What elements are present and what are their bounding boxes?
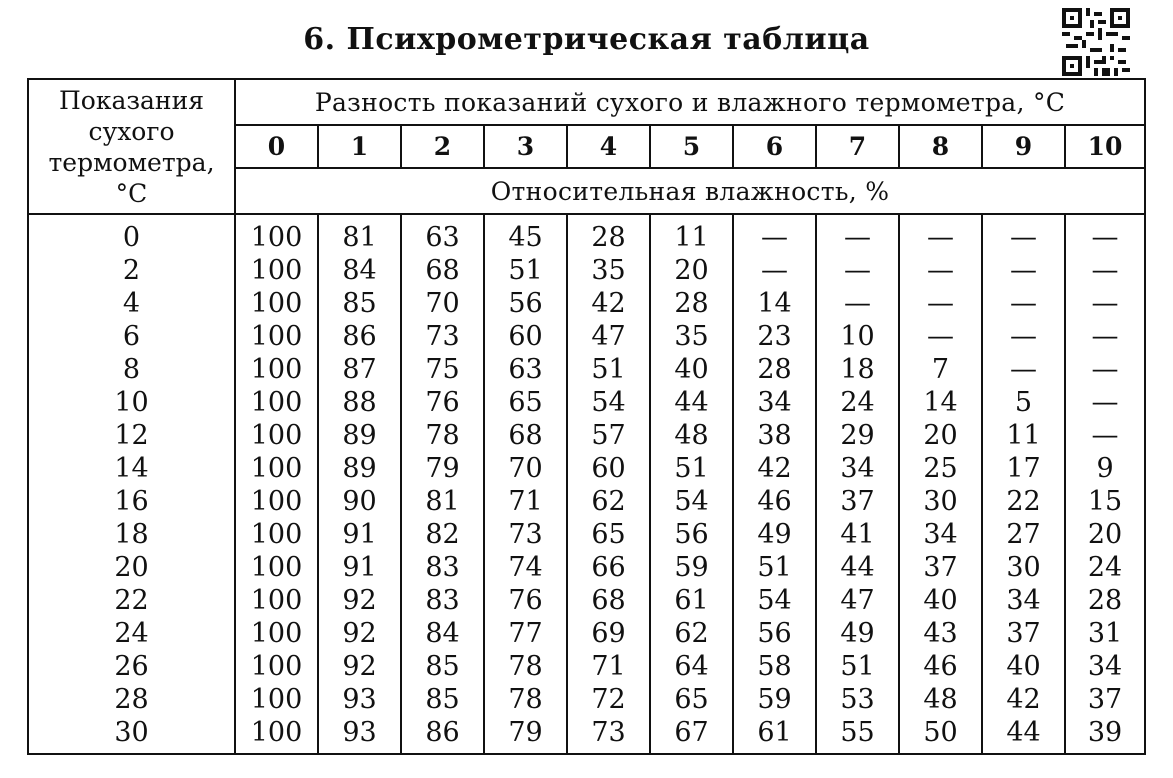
humidity-cell: 83 (401, 584, 484, 617)
humidity-cell: 70 (484, 452, 567, 485)
humidity-cell: 93 (318, 716, 401, 754)
humidity-cell: 27 (982, 518, 1065, 551)
humidity-cell: 42 (733, 452, 816, 485)
humidity-cell: 34 (733, 386, 816, 419)
dry-temp-cell: 22 (28, 584, 235, 617)
table-row (28, 386, 1145, 419)
humidity-cell: 57 (567, 419, 650, 452)
humidity-cell: 28 (733, 353, 816, 386)
humidity-cell: 86 (401, 716, 484, 754)
humidity-cell: 70 (401, 287, 484, 320)
humidity-cell: 100 (235, 518, 318, 551)
humidity-cell: 11 (982, 419, 1065, 452)
humidity-cell: 55 (816, 716, 899, 754)
humidity-cell: 71 (567, 650, 650, 683)
humidity-cell: 17 (982, 452, 1065, 485)
humidity-cell: 90 (318, 485, 401, 518)
column-number: 7 (816, 125, 899, 168)
humidity-cell: 92 (318, 650, 401, 683)
humidity-cell: 79 (484, 716, 567, 754)
humidity-cell: 73 (567, 716, 650, 754)
humidity-cell: 89 (318, 452, 401, 485)
dry-temp-cell: 2 (28, 254, 235, 287)
humidity-cell: 65 (650, 683, 733, 716)
humidity-cell: 34 (899, 518, 982, 551)
dry-temp-cell: 16 (28, 485, 235, 518)
row-header (28, 79, 235, 214)
humidity-cell: 100 (235, 452, 318, 485)
humidity-cell: 25 (899, 452, 982, 485)
humidity-cell: 48 (650, 419, 733, 452)
humidity-cell: 54 (733, 584, 816, 617)
table-row (28, 584, 1145, 617)
humidity-cell: 100 (235, 617, 318, 650)
humidity-cell: 92 (318, 584, 401, 617)
humidity-cell: 20 (650, 254, 733, 287)
humidity-cell: 71 (484, 485, 567, 518)
humidity-cell: 35 (650, 320, 733, 353)
humidity-cell: 58 (733, 650, 816, 683)
humidity-cell: 78 (484, 650, 567, 683)
humidity-cell: 24 (816, 386, 899, 419)
humidity-cell: 43 (899, 617, 982, 650)
humidity-cell: 88 (318, 386, 401, 419)
column-number: 2 (401, 125, 484, 168)
humidity-cell: 50 (899, 716, 982, 754)
humidity-cell: 78 (401, 419, 484, 452)
humidity-cell: 100 (235, 214, 318, 254)
humidity-cell: — (733, 214, 816, 254)
humidity-cell: 76 (401, 386, 484, 419)
humidity-cell: 91 (318, 551, 401, 584)
humidity-cell: 42 (982, 683, 1065, 716)
humidity-cell: 22 (982, 485, 1065, 518)
humidity-cell: — (816, 287, 899, 320)
humidity-cell: 51 (816, 650, 899, 683)
humidity-cell: — (1065, 214, 1145, 254)
humidity-cell: 93 (318, 683, 401, 716)
table-row (28, 254, 1145, 287)
humidity-cell: 64 (650, 650, 733, 683)
humidity-cell: 15 (1065, 485, 1145, 518)
humidity-cell: 85 (318, 287, 401, 320)
dry-temp-cell: 24 (28, 617, 235, 650)
humidity-cell: 35 (567, 254, 650, 287)
table-row (28, 353, 1145, 386)
difference-header: Разность показаний сухого и влажного термометра, °С (235, 79, 1145, 125)
humidity-cell: 51 (484, 254, 567, 287)
dry-temp-cell: 30 (28, 716, 235, 754)
humidity-cell: — (1065, 254, 1145, 287)
humidity-cell: 75 (401, 353, 484, 386)
humidity-cell: 51 (567, 353, 650, 386)
table-row (28, 551, 1145, 584)
humidity-cell: 72 (567, 683, 650, 716)
humidity-cell: 7 (899, 353, 982, 386)
humidity-cell: 84 (318, 254, 401, 287)
humidity-cell: 46 (733, 485, 816, 518)
humidity-cell: — (1065, 320, 1145, 353)
humidity-cell: — (899, 254, 982, 287)
humidity-cell: — (899, 287, 982, 320)
humidity-cell: 28 (650, 287, 733, 320)
humidity-cell: 63 (401, 214, 484, 254)
row-header-line: термометра, (48, 147, 215, 177)
column-number: 1 (318, 125, 401, 168)
humidity-cell: 100 (235, 716, 318, 754)
humidity-cell: 86 (318, 320, 401, 353)
humidity-cell: 81 (318, 214, 401, 254)
qr-code-icon (1062, 8, 1130, 76)
humidity-cell: 56 (484, 287, 567, 320)
humidity-cell: 74 (484, 551, 567, 584)
humidity-cell: 62 (650, 617, 733, 650)
humidity-cell: 44 (982, 716, 1065, 754)
humidity-cell: 59 (650, 551, 733, 584)
dry-temp-cell: 4 (28, 287, 235, 320)
humidity-cell: 38 (733, 419, 816, 452)
column-number: 3 (484, 125, 567, 168)
humidity-cell: 92 (318, 617, 401, 650)
humidity-cell: 79 (401, 452, 484, 485)
table-row (28, 617, 1145, 650)
column-number: 6 (733, 125, 816, 168)
humidity-cell: — (1065, 353, 1145, 386)
humidity-cell: 84 (401, 617, 484, 650)
humidity-cell: 68 (484, 419, 567, 452)
humidity-cell: 100 (235, 650, 318, 683)
humidity-cell: — (816, 214, 899, 254)
humidity-header: Относительная влажность, % (235, 168, 1145, 214)
humidity-cell: 37 (899, 551, 982, 584)
dry-temp-cell: 26 (28, 650, 235, 683)
humidity-cell: 68 (567, 584, 650, 617)
humidity-cell: 18 (816, 353, 899, 386)
humidity-cell: — (982, 254, 1065, 287)
humidity-cell: 37 (982, 617, 1065, 650)
humidity-cell: — (733, 254, 816, 287)
humidity-cell: 100 (235, 254, 318, 287)
humidity-cell: 20 (1065, 518, 1145, 551)
humidity-cell: 51 (733, 551, 816, 584)
column-number: 10 (1065, 125, 1145, 168)
page-title: 6. Психрометрическая таблица (303, 22, 870, 57)
humidity-cell: 78 (484, 683, 567, 716)
humidity-cell: 60 (567, 452, 650, 485)
humidity-cell: 44 (816, 551, 899, 584)
humidity-cell: 44 (650, 386, 733, 419)
humidity-cell: 53 (816, 683, 899, 716)
humidity-cell: 37 (816, 485, 899, 518)
humidity-cell: 100 (235, 485, 318, 518)
humidity-cell: 63 (484, 353, 567, 386)
table-row (28, 287, 1145, 320)
humidity-cell: 100 (235, 287, 318, 320)
dry-temp-cell: 6 (28, 320, 235, 353)
humidity-cell: 47 (816, 584, 899, 617)
humidity-cell: 40 (982, 650, 1065, 683)
humidity-cell: 9 (1065, 452, 1145, 485)
humidity-cell: 61 (650, 584, 733, 617)
humidity-cell: 65 (484, 386, 567, 419)
table-row (28, 214, 1145, 254)
humidity-cell: 11 (650, 214, 733, 254)
humidity-cell: 100 (235, 551, 318, 584)
dry-temp-cell: 10 (28, 386, 235, 419)
humidity-cell: 41 (816, 518, 899, 551)
humidity-cell: 91 (318, 518, 401, 551)
table-row (28, 716, 1145, 754)
humidity-cell: — (1065, 287, 1145, 320)
humidity-cell: 85 (401, 650, 484, 683)
psychrometric-table (27, 78, 1146, 755)
humidity-cell: 73 (484, 518, 567, 551)
humidity-cell: 37 (1065, 683, 1145, 716)
humidity-cell: 23 (733, 320, 816, 353)
humidity-cell: — (982, 320, 1065, 353)
humidity-cell: 83 (401, 551, 484, 584)
humidity-cell: — (982, 287, 1065, 320)
humidity-cell: 81 (401, 485, 484, 518)
column-number: 4 (567, 125, 650, 168)
humidity-cell: 40 (899, 584, 982, 617)
humidity-cell: 30 (982, 551, 1065, 584)
humidity-cell: — (899, 214, 982, 254)
humidity-cell: 54 (650, 485, 733, 518)
humidity-cell: 48 (899, 683, 982, 716)
dry-temp-cell: 20 (28, 551, 235, 584)
humidity-cell: 82 (401, 518, 484, 551)
humidity-cell: 10 (816, 320, 899, 353)
humidity-cell: — (1065, 419, 1145, 452)
humidity-cell: 68 (401, 254, 484, 287)
humidity-cell: 40 (650, 353, 733, 386)
humidity-cell: 100 (235, 584, 318, 617)
humidity-cell: 100 (235, 320, 318, 353)
table-row (28, 452, 1145, 485)
humidity-cell: 34 (982, 584, 1065, 617)
humidity-cell: 20 (899, 419, 982, 452)
humidity-cell: 28 (567, 214, 650, 254)
humidity-cell: 47 (567, 320, 650, 353)
humidity-cell: 60 (484, 320, 567, 353)
table-row (28, 485, 1145, 518)
humidity-cell: 49 (733, 518, 816, 551)
dry-temp-cell: 28 (28, 683, 235, 716)
humidity-cell: 49 (816, 617, 899, 650)
humidity-cell: 65 (567, 518, 650, 551)
dry-temp-cell: 0 (28, 214, 235, 254)
humidity-cell: 76 (484, 584, 567, 617)
column-number: 9 (982, 125, 1065, 168)
humidity-cell: 54 (567, 386, 650, 419)
dry-temp-cell: 12 (28, 419, 235, 452)
humidity-cell: 46 (899, 650, 982, 683)
humidity-cell: 29 (816, 419, 899, 452)
humidity-cell: — (982, 353, 1065, 386)
humidity-cell: 66 (567, 551, 650, 584)
humidity-cell: 14 (899, 386, 982, 419)
humidity-cell: 28 (1065, 584, 1145, 617)
dry-temp-cell: 14 (28, 452, 235, 485)
humidity-cell: 59 (733, 683, 816, 716)
column-number: 5 (650, 125, 733, 168)
humidity-cell: — (982, 214, 1065, 254)
row-header-line: °С (115, 178, 148, 208)
humidity-cell: — (816, 254, 899, 287)
humidity-cell: 45 (484, 214, 567, 254)
dry-temp-cell: 8 (28, 353, 235, 386)
column-number: 8 (899, 125, 982, 168)
humidity-cell: 89 (318, 419, 401, 452)
table-row (28, 320, 1145, 353)
humidity-cell: 42 (567, 287, 650, 320)
humidity-cell: 61 (733, 716, 816, 754)
dry-temp-cell: 18 (28, 518, 235, 551)
humidity-cell: 87 (318, 353, 401, 386)
humidity-cell: 39 (1065, 716, 1145, 754)
humidity-cell: 67 (650, 716, 733, 754)
row-header-line: Показания (58, 85, 205, 115)
humidity-cell: 24 (1065, 551, 1145, 584)
humidity-cell: 56 (733, 617, 816, 650)
humidity-cell: 100 (235, 386, 318, 419)
humidity-cell: 85 (401, 683, 484, 716)
humidity-cell: 77 (484, 617, 567, 650)
row-header-line: сухого (88, 116, 175, 146)
humidity-cell: 31 (1065, 617, 1145, 650)
table-row (28, 650, 1145, 683)
humidity-cell: 14 (733, 287, 816, 320)
humidity-cell: 100 (235, 683, 318, 716)
humidity-cell: 69 (567, 617, 650, 650)
humidity-cell: 100 (235, 419, 318, 452)
table-row (28, 683, 1145, 716)
table-row (28, 518, 1145, 551)
humidity-cell: — (899, 320, 982, 353)
humidity-cell: 34 (1065, 650, 1145, 683)
humidity-cell: 56 (650, 518, 733, 551)
humidity-cell: 34 (816, 452, 899, 485)
table-row (28, 419, 1145, 452)
humidity-cell: 62 (567, 485, 650, 518)
humidity-cell: 73 (401, 320, 484, 353)
humidity-cell: 5 (982, 386, 1065, 419)
humidity-cell: 51 (650, 452, 733, 485)
humidity-cell: — (1065, 386, 1145, 419)
humidity-cell: 100 (235, 353, 318, 386)
column-number: 0 (235, 125, 318, 168)
humidity-cell: 30 (899, 485, 982, 518)
